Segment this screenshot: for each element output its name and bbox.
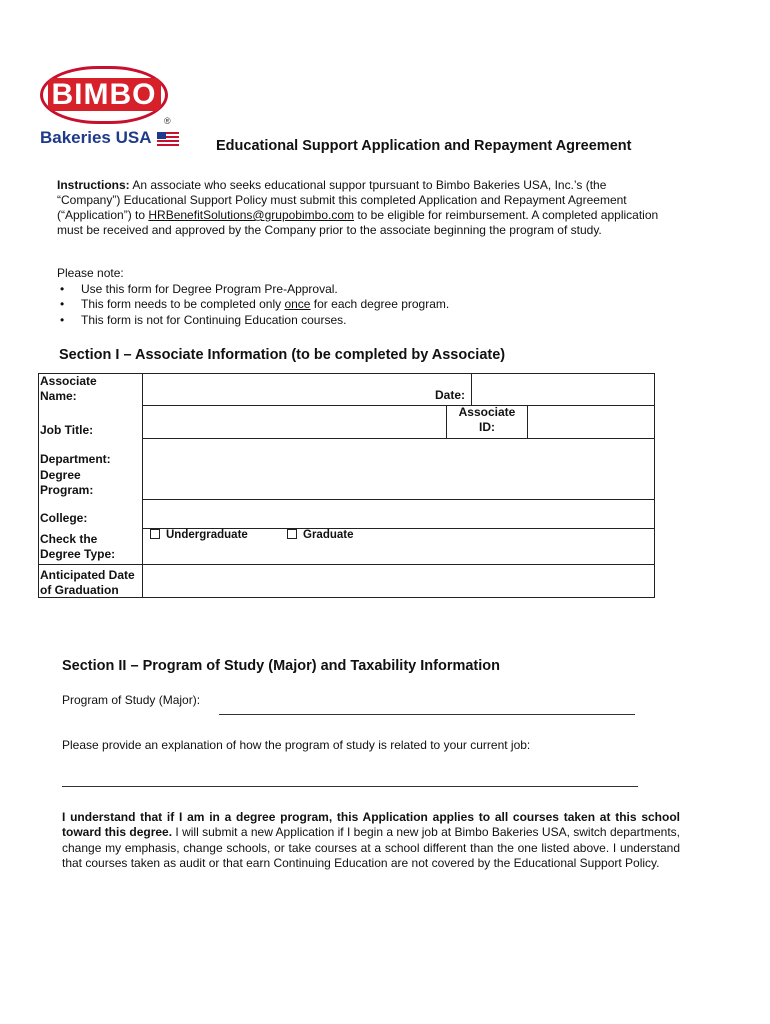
checkbox-icon[interactable] [150, 529, 160, 539]
form-row-line [39, 564, 142, 565]
document-title: Educational Support Application and Repayment Agreement [216, 138, 632, 154]
logo-brand: BIMBO [38, 78, 170, 112]
instructions-text-2: to be eligible for reimbursement. A completed application must be received and approved by the Company prior to the associate beginning the program of study. [57, 208, 659, 237]
section1-title: Section I – Associate Information (to be completed by Associate) [59, 347, 506, 363]
instructions-label: Instructions: [57, 178, 130, 192]
bimbo-bakeries-logo [38, 66, 178, 156]
explanation-field[interactable] [62, 786, 638, 787]
degree-program-label: Degree Program: [40, 468, 94, 497]
undergraduate-label: Undergraduate [166, 529, 248, 541]
graduation-date-field[interactable] [143, 565, 654, 597]
graduate-checkbox[interactable] [287, 529, 354, 541]
department-program-field[interactable] [143, 439, 654, 499]
job-title-field[interactable] [143, 406, 445, 438]
registered-mark: ® [164, 116, 171, 126]
degree-type-label: Check the Degree Type: [40, 532, 116, 561]
college-label: College: [40, 511, 88, 525]
program-of-study-label: Program of Study (Major): [62, 693, 201, 707]
acknowledgement-paragraph [62, 810, 680, 871]
associate-id-field[interactable] [528, 406, 654, 438]
department-label: Department: [40, 452, 111, 466]
flag-icon [157, 132, 179, 146]
graduation-date-label: Anticipated Date of Graduation [40, 568, 135, 597]
note-item: • This form needs to be completed only once for each degree program. [57, 297, 449, 313]
acknowledgement-text: I will submit a new Application if I begin a new job at Bimbo Bakeries USA, switch departments, change my emphasis, change schools, or take courses at a school different than the one listed above. I understand that courses taken as audit or that earn Continuing Education are not covered by the Educational Support Policy. [62, 825, 680, 870]
college-field[interactable] [143, 500, 654, 528]
date-label: Date: [435, 388, 466, 402]
undergraduate-checkbox[interactable] [150, 529, 248, 541]
logo-subbrand: Bakeries USA [40, 128, 152, 147]
note-item: • Use this form for Degree Program Pre-Approval. [57, 282, 449, 298]
hr-email-link[interactable]: HRBenefitSolutions@grupobimbo.com [148, 208, 354, 222]
associate-info-form [38, 373, 655, 598]
form-divider [446, 405, 447, 438]
explanation-label: Please provide an explanation of how the program of study is related to your current job: [62, 738, 531, 752]
associate-name-label: Associate Name: [40, 374, 97, 403]
date-field[interactable] [472, 374, 654, 405]
note-item: • This form is not for Continuing Education courses. [57, 313, 449, 329]
note-list [57, 282, 449, 329]
associate-name-field[interactable] [143, 374, 470, 405]
associate-id-label: Associate ID: [458, 405, 516, 434]
checkbox-icon[interactable] [287, 529, 297, 539]
section2-title: Section II – Program of Study (Major) and Taxability Information [62, 658, 501, 674]
graduate-label: Graduate [303, 529, 354, 541]
instructions-text-1: An associate who seeks educational suppor tpursuant to Bimbo Bakeries USA, Inc.’s (the “Company”) Educational Support Policy must submit this completed Application and Repayment Agreement (“Application”) to [57, 178, 627, 222]
job-title-label: Job Title: [40, 423, 94, 437]
program-of-study-field[interactable] [219, 714, 635, 715]
instructions-paragraph [57, 178, 662, 238]
note-heading: Please note: [57, 266, 124, 280]
acknowledgement-bold: I understand that if I am in a degree program, this Application applies to all courses taken at this school toward this degree. [62, 810, 680, 840]
note-block [57, 266, 449, 328]
